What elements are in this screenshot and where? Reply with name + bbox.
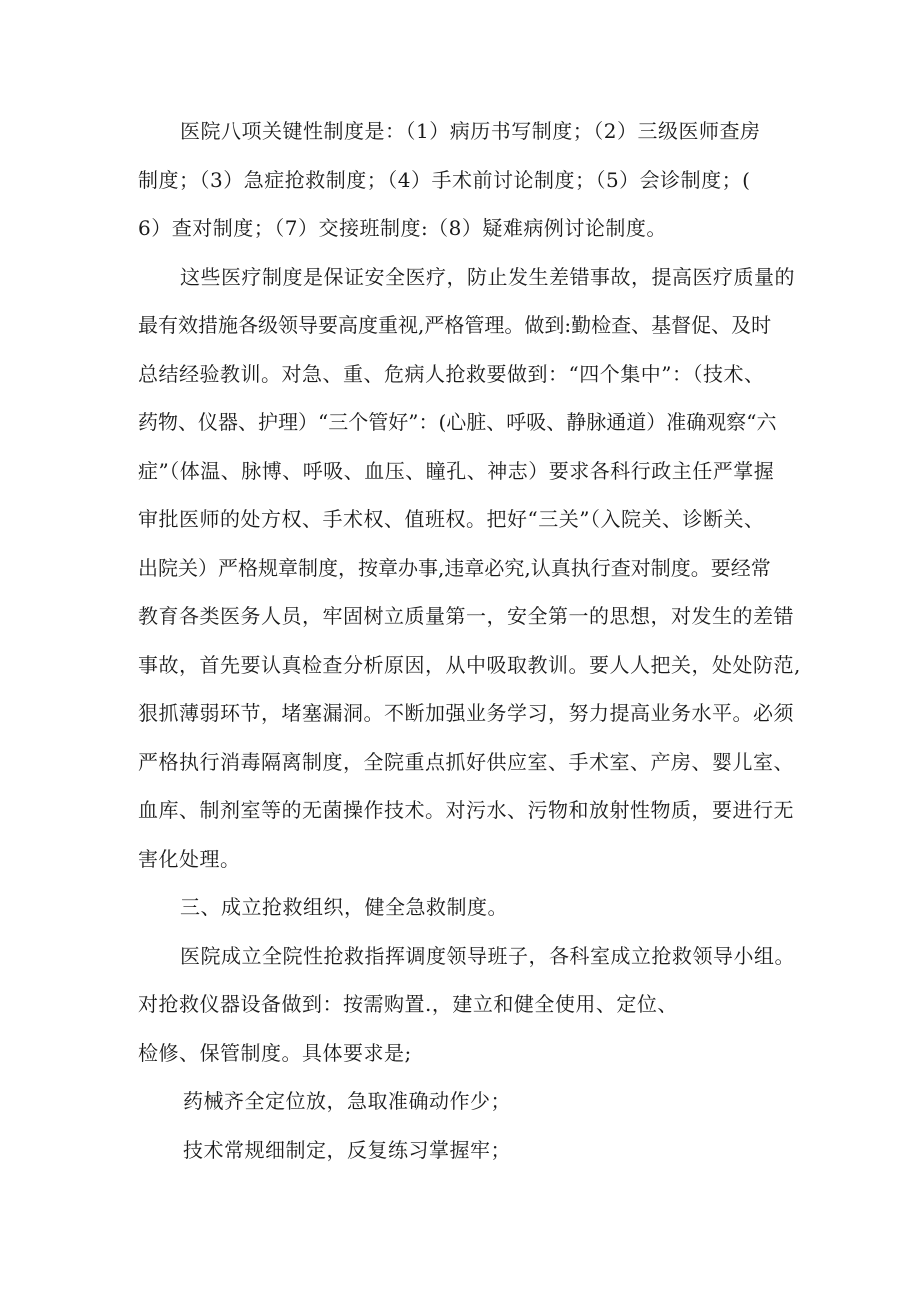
paragraph-3-line-3: 检修、保管制度。具体要求是;: [138, 1041, 412, 1065]
paragraph-2-line-12: 血库、制剂室等的无菌操作技术。对污水、污物和放射性物质，要进行无: [138, 798, 794, 822]
paragraph-2-line-3: 总结经验教训。对急、重、危病人抢救要做到：“四个集中”：（技术、: [138, 362, 765, 386]
paragraph-2-line-10: 狠抓薄弱环节，堵塞漏洞。不断加强业务学习，努力提高业务水平。必须: [138, 701, 794, 725]
paragraph-3-line-2: 对抢救仪器设备做到：按需购置.，建立和健全使用、定位、: [138, 992, 678, 1016]
paragraph-2-line-8: 教育各类医务人员，牢固树立质量第一，安全第一的思想，对发生的差错: [138, 604, 794, 628]
paragraph-2-line-13: 害化处理。: [138, 847, 241, 871]
paragraph-2-line-4: 药物、仪器、护理）“三个管好”：(心脏、呼吸、静脉通道）准确观察“六: [138, 410, 777, 434]
paragraph-2-line-1: 这些医疗制度是保证安全医疗，防止发生差错事故，提高医疗质量的: [180, 265, 795, 289]
paragraph-2-line-9: 事故，首先要认真检查分析原因，从中吸取教训。要人人把关，处处防范,: [138, 653, 801, 677]
paragraph-2-line-2: 最有效措施各级领导要高度重视,严格管理。做到:勤检查、基督促、及时: [138, 313, 772, 337]
paragraph-1-line-3: 6）查对制度；（7）交接班制度:（8）疑难病例讨论制度。: [138, 216, 667, 240]
paragraph-2-line-11: 严格执行消毒隔离制度，全院重点抓好供应室、手术室、产房、婴儿室、: [138, 750, 794, 774]
requirement-line-2: 技术常规细制定，反复练习掌握牢；: [183, 1138, 511, 1162]
paragraph-1-line-2: 制度；（3）急症抢救制度；（4）手术前讨论制度；（5）会诊制度；(: [138, 168, 751, 192]
paragraph-2-line-6: 审批医师的处方权、手术权、值班权。把好“三关”（入院关、诊断关、: [138, 507, 765, 531]
section-heading: 三、成立抢救组织，健全急救制度。: [180, 895, 508, 919]
paragraph-2-line-5: 症”（体温、脉博、呼吸、血压、瞳孔、神志）要求各科行政主任严掌握: [138, 459, 775, 483]
paragraph-1-line-1: 医院八项关键性制度是：（1）病历书写制度；（2）三级医师查房: [180, 119, 761, 143]
requirement-line-1: 药械齐全定位放，急取准确动作少；: [183, 1089, 511, 1113]
paragraph-2-line-7: 出院关）严格规章制度，按章办事,违章必究,认真执行查对制度。要经常: [138, 556, 771, 580]
paragraph-3-line-1: 医院成立全院性抢救指挥调度领导班子，各科室成立抢救领导小组。: [180, 944, 795, 968]
